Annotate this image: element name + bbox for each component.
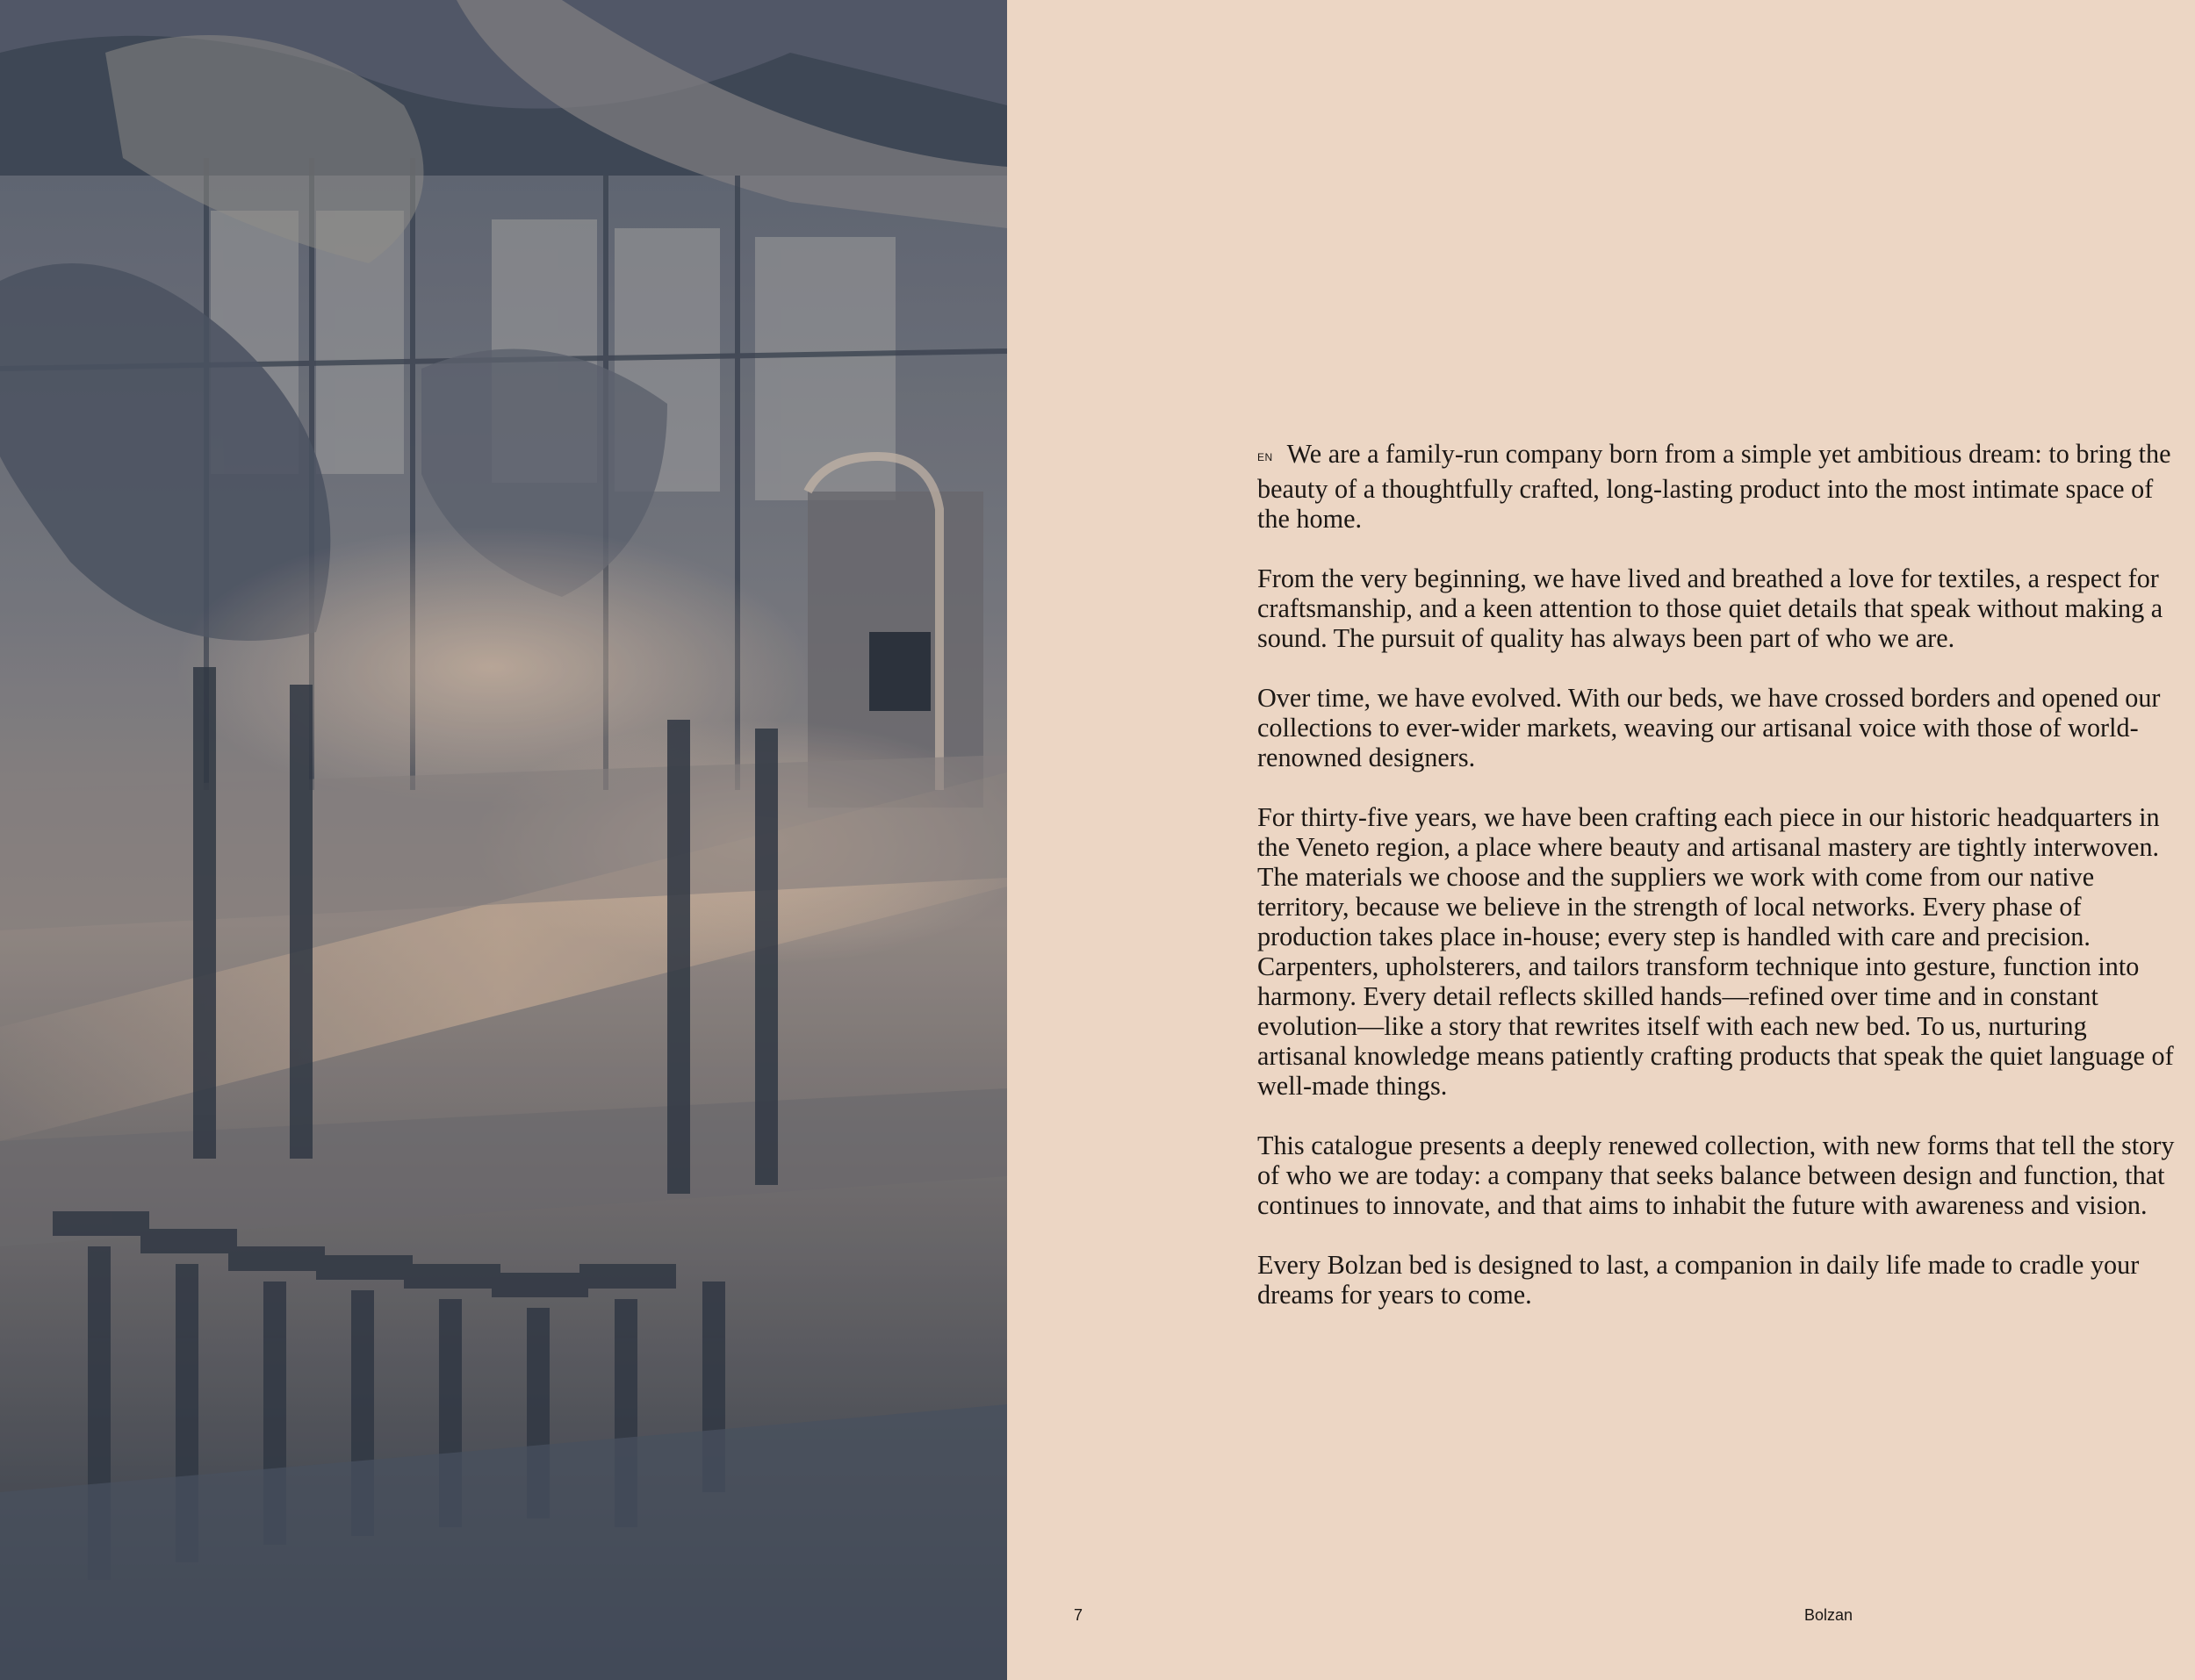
language-tag: EN — [1257, 451, 1273, 463]
page-number: 7 — [1074, 1606, 1083, 1624]
brand-name: Bolzan — [1804, 1606, 1853, 1624]
body-text — [1257, 439, 2179, 1339]
paragraph-6: Every Bolzan bed is designed to last, a companion in daily life made to cradle your dreams for years to come. — [1257, 1250, 2140, 1310]
text-page — [1007, 0, 2195, 1680]
paragraph-5: This catalogue presents a deeply renewed collection, with new forms that tell the story of who we are today: a company that seeks balance between design and function, that continues to innovate, and that aims to inhabit the future with awareness and vision. — [1257, 1131, 2175, 1220]
workshop-photo-illustration — [0, 0, 1007, 1680]
paragraph-2: From the very beginning, we have lived and breathed a love for textiles, a respect for craftsmanship, and a keen attention to those quiet details that speak without making a sound. The pursuit of quality has always been part of who we are. — [1257, 564, 2163, 653]
paragraph-intro — [1257, 439, 2179, 534]
paragraph-1-text: We are a family-run company born from a simple yet ambitious dream: to bring the beauty of a thoughtfully crafted, long-lasting product into the most intimate space of the home. — [1257, 439, 2171, 534]
paragraph-4: For thirty-five years, we have been crafting each piece in our historic headquarters in the Veneto region, a place where beauty and artisanal mastery are tightly interwoven. The materials we choose and the suppliers we work with come from our native territory, because we believe in the strength of local networks. Every phase of production takes place in-house; every step is handled with care and precision. Carpenters, upholsterers, and tailors transform technique into gesture, function into harmony. Every detail reflects skilled hands—refined over time and in constant evolution—like a story that rewrites itself with each new bed. To us, nurturing artisanal knowledge means patiently crafting products that speak the quiet language of well-made things. — [1257, 802, 2174, 1101]
workshop-photo — [0, 0, 1007, 1680]
paragraph-3: Over time, we have evolved. With our beds, we have crossed borders and opened our collections to ever-wider markets, weaving our artisanal voice with those of world-renowned designers. — [1257, 683, 2161, 772]
